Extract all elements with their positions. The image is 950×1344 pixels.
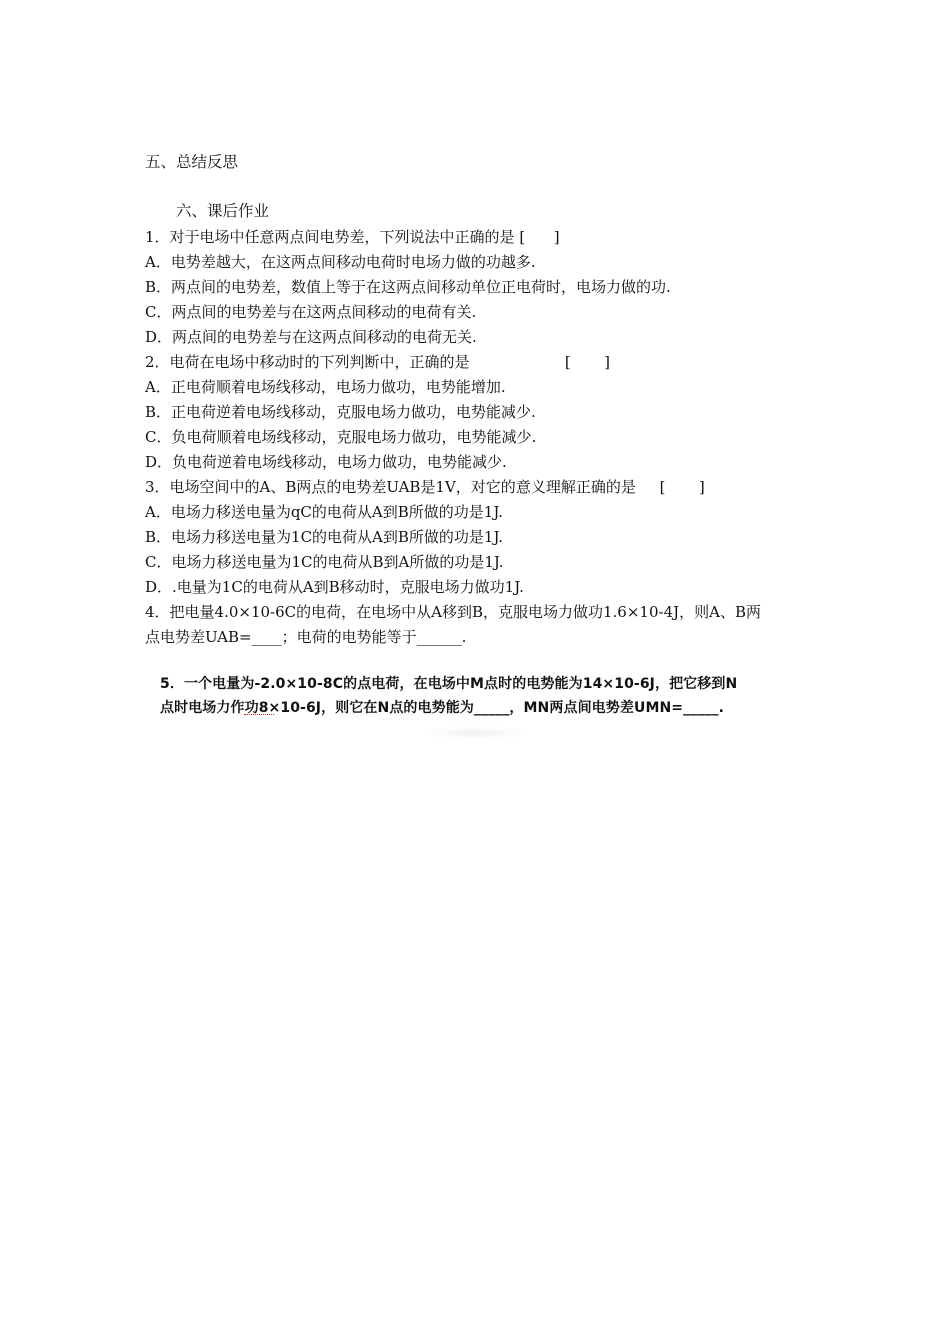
section-6-heading: 六、课后作业 — [176, 202, 270, 220]
question-2-option-a: A．正电荷顺着电场线移动，电场力做功，电势能增加. — [145, 378, 506, 396]
question-5-line-2: 点时电场力作功8×10-6J，则它在N点的电势能为_____，MN两点间电势差UMN=_____. — [160, 700, 725, 716]
question-1-option-c: C．两点间的电势差与在这两点间移动的电荷有关. — [145, 303, 477, 321]
question-2-option-c: C．负电荷顺着电场线移动，克服电场力做功，电势能减少. — [145, 428, 537, 446]
question-2-option-d: D．负电荷逆着电场线移动，电场力做功，电势能减少. — [145, 453, 507, 471]
question-4-line-1: 4．把电量4.0×10-6C的电荷，在电场中从A移到B，克服电场力做功1.6×10-4J，则A、B两 — [145, 603, 761, 621]
question-4-line-2: 点电势差UAB=____；电荷的电势能等于______. — [145, 628, 467, 646]
question-1-option-d: D．两点间的电势差与在这两点间移动的电荷无关. — [145, 328, 477, 346]
question-3-option-a: A．电场力移送电量为qC的电荷从A到B所做的功是1J. — [145, 503, 503, 521]
section-5-heading: 五、总结反思 — [145, 153, 239, 171]
question-3-option-d: D．.电量为1C的电荷从A到B移动时，克服电场力做功1J. — [145, 578, 524, 596]
spellcheck-underline — [244, 711, 274, 715]
question-1-option-b: B．两点间的电势差，数值上等于在这两点间移动单位正电荷时，电场力做的功. — [145, 278, 671, 296]
question-3-option-b: B．电场力移送电量为1C的电荷从A到B所做的功是1J. — [145, 528, 504, 546]
question-1-option-a: A．电势差越大，在这两点间移动电荷时电场力做的功越多. — [145, 253, 536, 271]
question-3-stem: 3．电场空间中的A、B两点的电势差UAB是1V，对它的意义理解正确的是 [ ] — [145, 478, 705, 496]
question-3-option-c: C．电场力移送电量为1C的电荷从B到A所做的功是1J. — [145, 553, 504, 571]
question-5-line-1: 5．一个电量为-2.0×10-8C的点电荷，在电场中M点时的电势能为14×10-6J，把它移到N — [160, 676, 738, 692]
question-2-stem: 2．电荷在电场中移动时的下列判断中，正确的是 [ ] — [145, 353, 610, 371]
question-2-option-b: B．正电荷逆着电场线移动，克服电场力做功，电势能减少. — [145, 403, 536, 421]
faint-watermark-smudge — [420, 726, 530, 740]
question-1-stem: 1．对于电场中任意两点间电势差，下列说法中正确的是 [ ] — [145, 228, 560, 246]
